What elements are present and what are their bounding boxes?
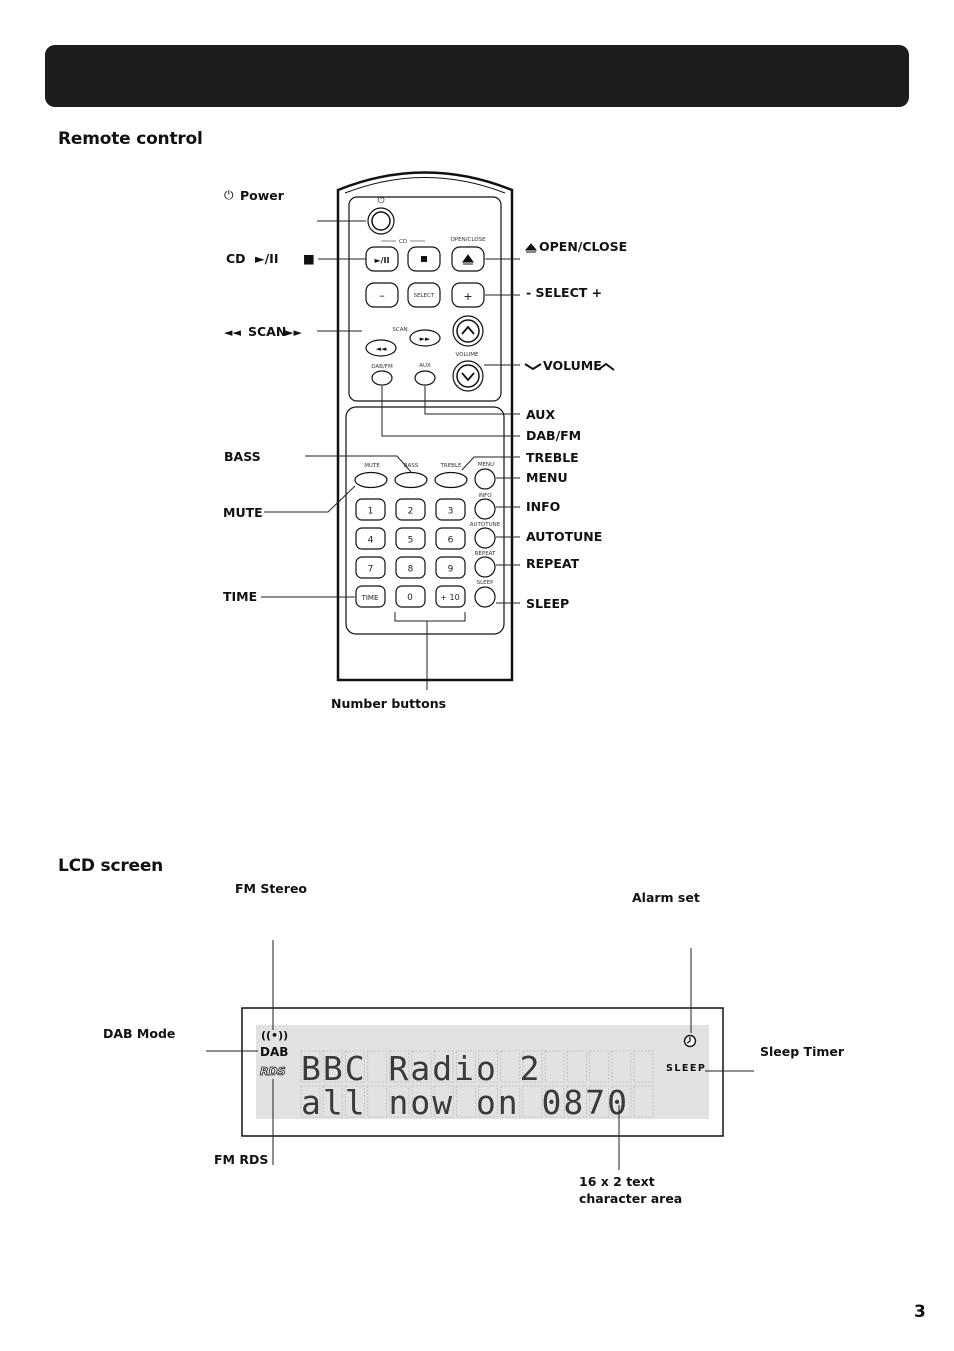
number-3-label: 3: [447, 506, 454, 517]
dab-indicator: DAB: [260, 1045, 289, 1059]
info-button-label: INFO: [478, 493, 492, 499]
scan-callout: SCAN: [248, 324, 287, 339]
bass-button-label: BASS: [403, 463, 419, 469]
number-buttons-callout: Number buttons: [331, 696, 447, 711]
alarm-set-callout: Alarm set: [632, 890, 700, 905]
dab-fm-button-label: DAB/FM: [371, 364, 393, 370]
cd-group-label: CD: [398, 239, 408, 245]
repeat-button[interactable]: [475, 557, 495, 577]
sleep-timer-callout: Sleep Timer: [760, 1044, 845, 1059]
fast-forward-icon: ►►: [419, 335, 431, 343]
number-5-label: 5: [407, 535, 414, 546]
cd-play-pause-callout: ►/II: [255, 251, 279, 266]
number-9-label: 9: [447, 564, 454, 575]
power-callout: Power: [240, 188, 284, 203]
sleep-callout: SLEEP: [526, 596, 570, 611]
aux-callout: AUX: [526, 407, 556, 422]
lcd-screen: [242, 1008, 723, 1136]
mute-button[interactable]: [355, 473, 387, 488]
chevron-down-icon: [525, 364, 541, 369]
menu-button[interactable]: [475, 469, 495, 489]
fast-forward-icon: ►►: [285, 326, 302, 339]
eject-icon: [526, 244, 536, 252]
info-callout: INFO: [526, 499, 561, 514]
dab-fm-button[interactable]: [372, 371, 392, 385]
time-button-label: TIME: [361, 594, 379, 602]
number-4-label: 4: [367, 535, 374, 546]
bass-callout: BASS: [224, 449, 261, 464]
remote-control-heading: Remote control: [58, 129, 203, 149]
menu-callout: MENU: [526, 470, 568, 485]
number-2-label: 2: [407, 506, 414, 517]
treble-button-label: TREBLE: [440, 463, 462, 469]
repeat-callout: REPEAT: [526, 556, 580, 571]
treble-callout: TREBLE: [526, 450, 579, 465]
volume-button-label: VOLUME: [455, 352, 479, 358]
autotune-button[interactable]: [475, 528, 495, 548]
cd-callout: CD: [226, 251, 246, 266]
fm-stereo-callout: FM Stereo: [235, 881, 308, 896]
aux-button-label: AUX: [419, 363, 431, 369]
autotune-callout: AUTOTUNE: [526, 529, 603, 544]
number-0-label: 0: [407, 593, 413, 603]
mute-button-label: MUTE: [364, 463, 380, 469]
bass-button[interactable]: [395, 473, 427, 488]
number-1-label: 1: [367, 506, 374, 517]
plus-label: +: [463, 290, 473, 303]
number-7-label: 7: [367, 564, 374, 575]
open-close-button-label: OPEN/CLOSE: [450, 237, 486, 243]
remote-control: [338, 173, 512, 681]
dab-fm-callout: DAB/FM: [526, 428, 582, 443]
text-area-callout-line-2: character area: [579, 1191, 683, 1206]
number-8-label: 8: [407, 564, 414, 575]
minus-label: –: [379, 289, 385, 302]
rds-indicator: RDS: [260, 1065, 286, 1078]
play-pause-icon: ►/II: [374, 256, 390, 265]
rewind-icon: ◄◄: [375, 345, 387, 353]
dab-mode-callout: DAB Mode: [103, 1026, 176, 1041]
open-close-callout: OPEN/CLOSE: [539, 239, 628, 254]
sleep-button[interactable]: [475, 587, 495, 607]
lcd-text-line-2: all now on 0870: [301, 1083, 630, 1122]
select-callout: - SELECT +: [526, 285, 603, 300]
scan-group-label: SCAN: [392, 327, 408, 333]
number-keypad: [356, 499, 465, 578]
menu-button-label: MENU: [477, 462, 495, 468]
cd-stop-callout: ■: [303, 251, 315, 266]
power-icon: ⏻: [224, 188, 234, 202]
aux-button[interactable]: [415, 371, 435, 385]
mute-callout: MUTE: [223, 505, 263, 520]
time-callout: TIME: [223, 589, 258, 604]
autotune-button-label: AUTOTUNE: [469, 522, 501, 528]
sleep-indicator: SLEEP: [666, 1063, 707, 1074]
text-area-callout-line-1: 16 x 2 text: [579, 1174, 655, 1189]
info-button[interactable]: [475, 499, 495, 519]
rewind-icon: ◄◄: [224, 326, 241, 339]
stereo-indicator: ((•)): [261, 1029, 289, 1042]
sleep-button-label: SLEEP: [476, 580, 494, 586]
repeat-button-label: REPEAT: [474, 551, 496, 557]
power-symbol: ⏻: [377, 196, 385, 206]
number-6-label: 6: [447, 535, 454, 546]
page-number: 3: [914, 1302, 926, 1322]
lcd-screen-heading: LCD screen: [58, 856, 164, 876]
volume-callout: VOLUME: [543, 358, 602, 373]
lcd-text-line-1: BBC Radio 2: [301, 1049, 542, 1088]
fm-rds-callout: FM RDS: [214, 1152, 269, 1167]
plus-ten-label: + 10: [440, 593, 460, 602]
treble-button[interactable]: [435, 473, 467, 488]
stop-icon: [421, 256, 427, 262]
select-button-label: SELECT: [413, 293, 435, 299]
